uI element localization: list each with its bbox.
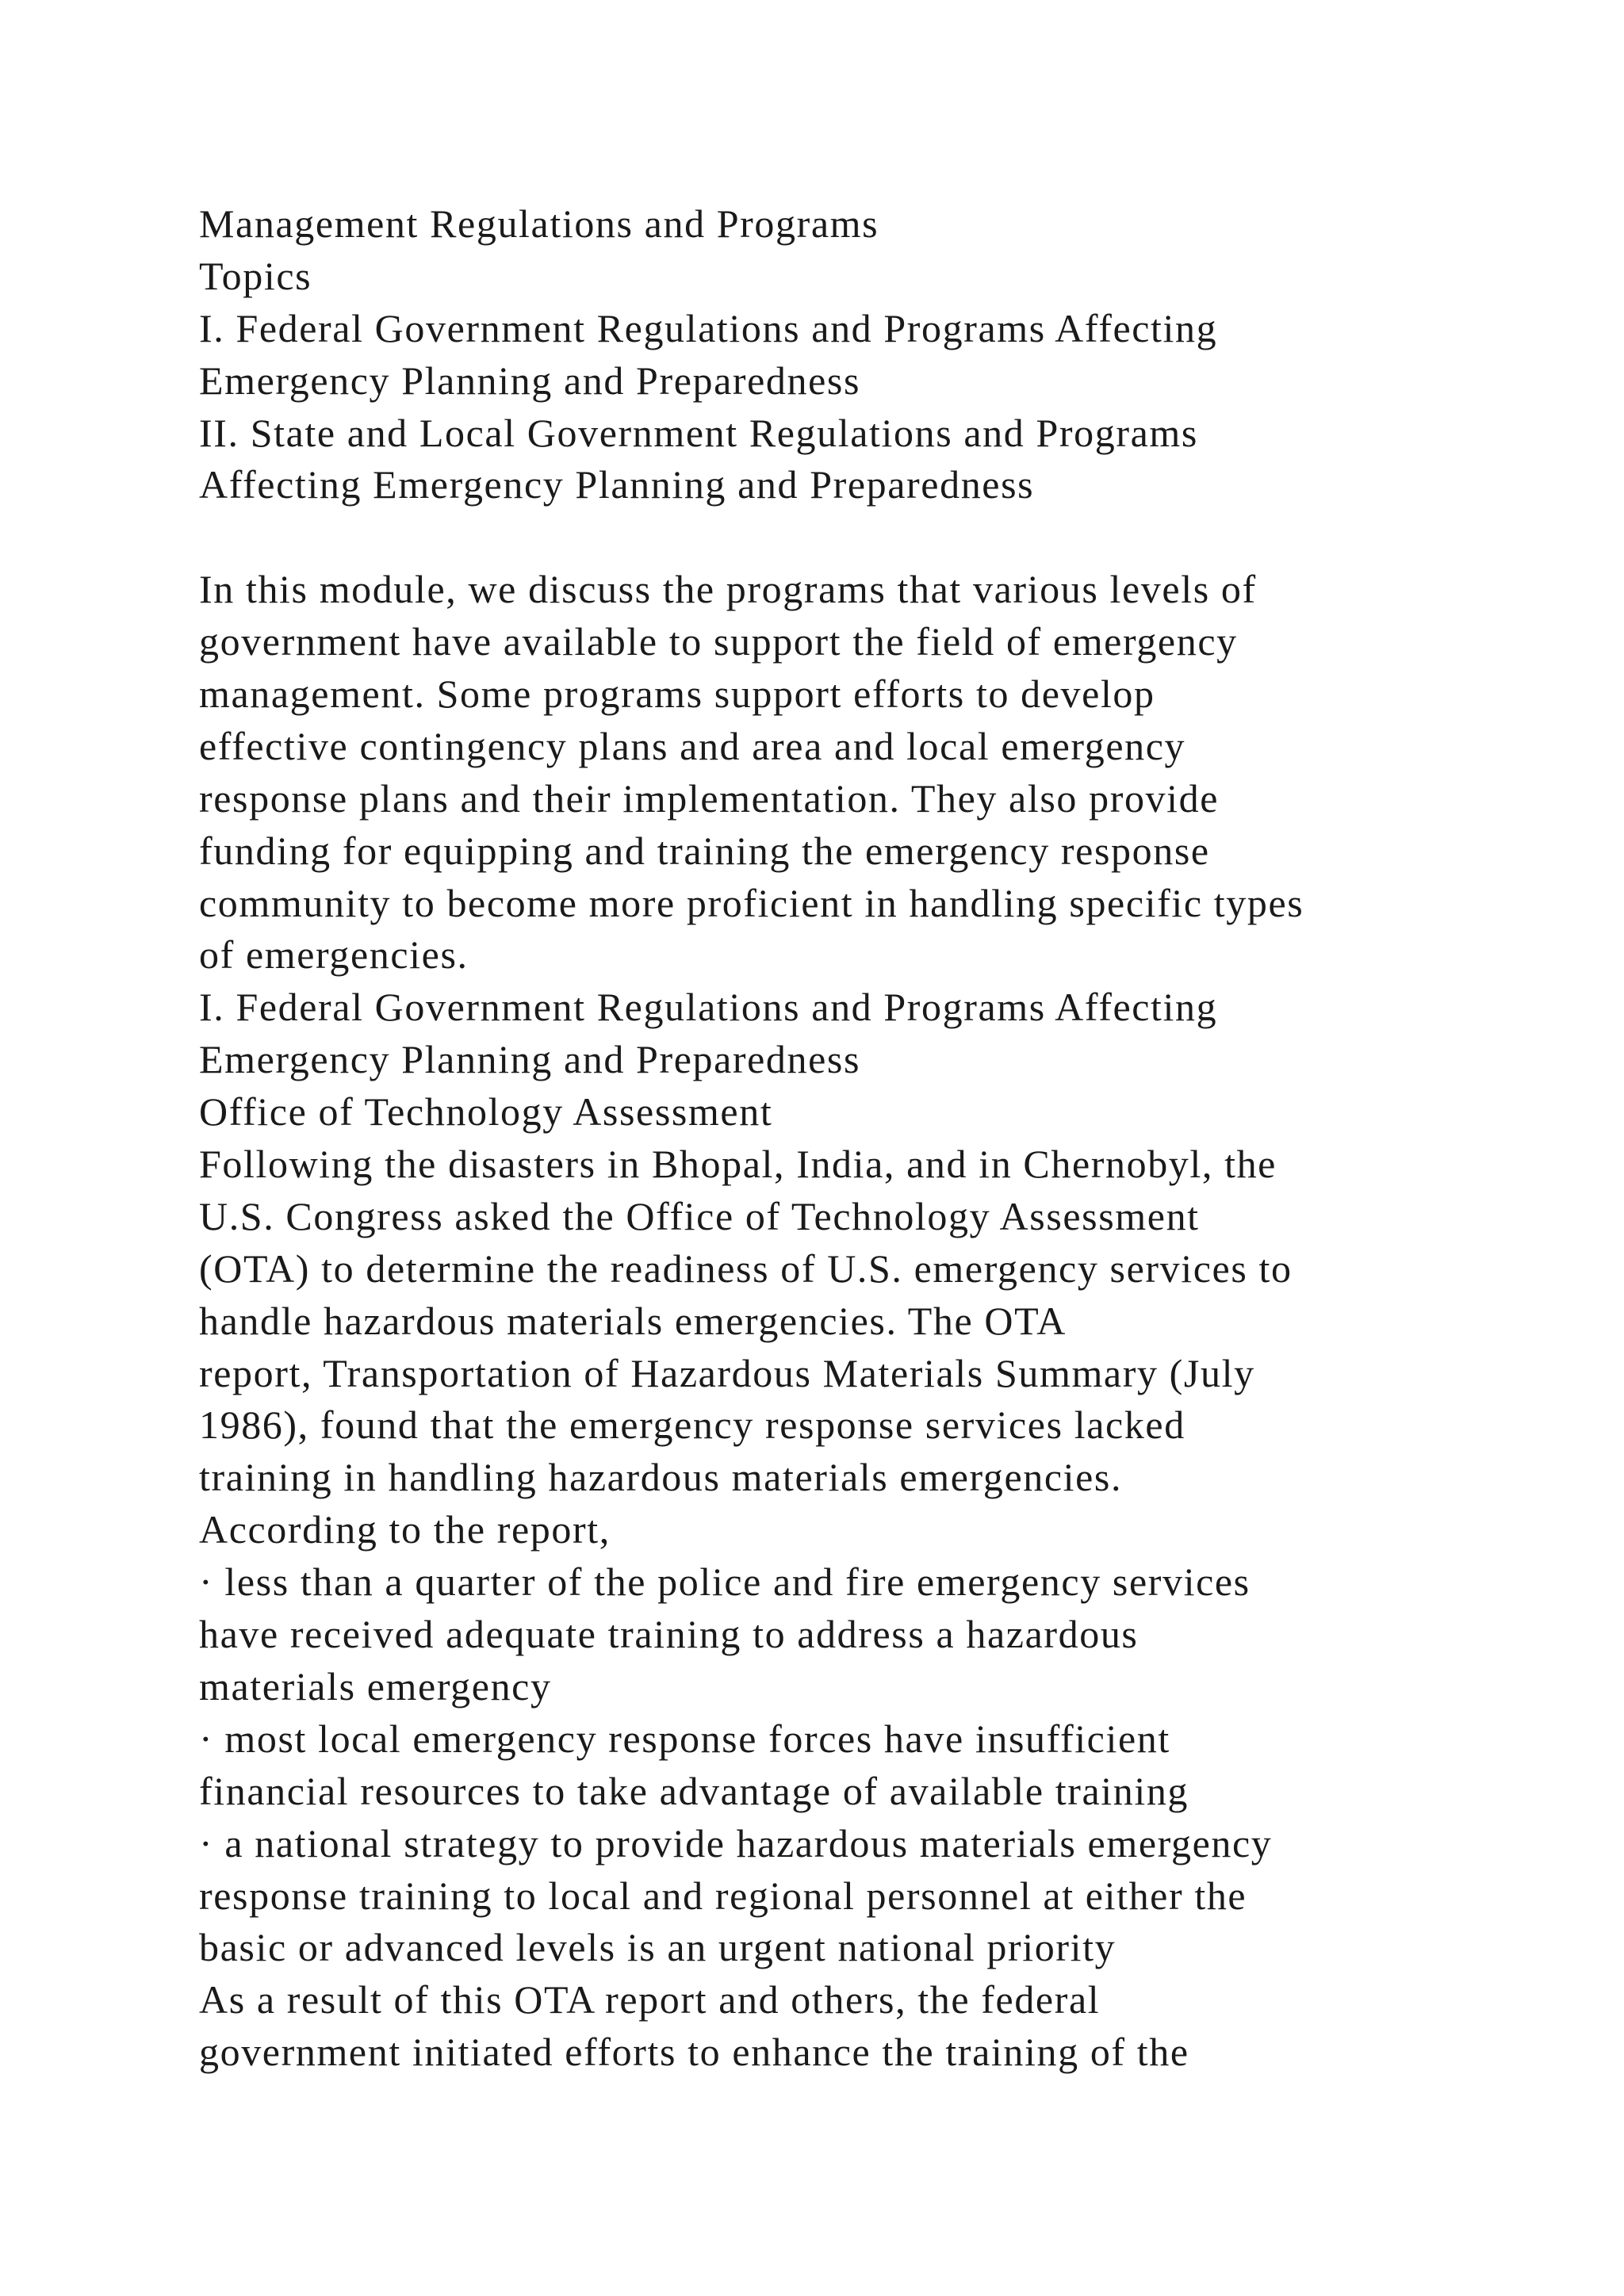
body-text-line: As a result of this OTA report and others, the federal <box>199 1977 1101 2022</box>
topic-item: II. State and Local Government Regulations and Programs <box>199 410 1198 455</box>
topic-item: Affecting Emergency Planning and Preparedness <box>199 462 1035 507</box>
body-text-line: response plans and their implementation. They also provide <box>199 775 1220 821</box>
topics-heading: Topics <box>199 253 312 298</box>
body-text-line: of emergencies. <box>199 932 469 978</box>
bullet-item: financial resources to take advantage of available training <box>199 1768 1189 1813</box>
bullet-item: basic or advanced levels is an urgent national priority <box>199 1925 1116 1970</box>
topic-item: Emergency Planning and Preparedness <box>199 358 861 403</box>
bullet-item: materials emergency <box>199 1663 552 1709</box>
body-text-line: According to the report, <box>199 1507 611 1552</box>
body-text-line: community to become more proficient in handling specific types <box>199 880 1304 925</box>
body-text-line: (OTA) to determine the readiness of U.S. emergency services to <box>199 1246 1293 1291</box>
body-text-line: In this module, we discuss the programs that various levels of <box>199 567 1257 612</box>
body-text-line: funding for equipping and training the emergency response <box>199 828 1210 873</box>
body-text-line: government have available to support the field of emergency <box>199 619 1238 664</box>
body-text-line: U.S. Congress asked the Office of Technology Assessment <box>199 1193 1200 1238</box>
section-heading: I. Federal Government Regulations and Programs Affecting <box>199 985 1218 1030</box>
body-text-line: effective contingency plans and area and local emergency <box>199 723 1186 768</box>
bullet-item: · most local emergency response forces have insufficient <box>199 1716 1170 1761</box>
document-body <box>199 198 1547 2079</box>
bullet-item: · a national strategy to provide hazardous materials emergency <box>199 1820 1273 1866</box>
body-text-line: 1986), found that the emergency response services lacked <box>199 1402 1185 1448</box>
subsection-heading: Office of Technology Assessment <box>199 1089 773 1135</box>
document-title: Management Regulations and Programs <box>199 201 879 246</box>
bullet-item: have received adequate training to address a hazardous <box>199 1612 1139 1657</box>
bullet-item: · less than a quarter of the police and fire emergency services <box>199 1559 1251 1605</box>
blank-line <box>199 511 1547 564</box>
section-heading: Emergency Planning and Preparedness <box>199 1037 861 1082</box>
topic-item: I. Federal Government Regulations and Programs Affecting <box>199 305 1218 350</box>
body-text-line: handle hazardous materials emergencies. The OTA <box>199 1298 1067 1343</box>
body-text-line: government initiated efforts to enhance the training of the <box>199 2030 1189 2075</box>
body-text-line: Following the disasters in Bhopal, India, and in Chernobyl, the <box>199 1142 1277 1187</box>
body-text-line: report, Transportation of Hazardous Materials Summary (July <box>199 1350 1255 1395</box>
body-text-line: management. Some programs support efforts to develop <box>199 672 1155 717</box>
bullet-item: response training to local and regional personnel at either the <box>199 1873 1247 1918</box>
body-text-line: training in handling hazardous materials emergencies. <box>199 1455 1123 1500</box>
